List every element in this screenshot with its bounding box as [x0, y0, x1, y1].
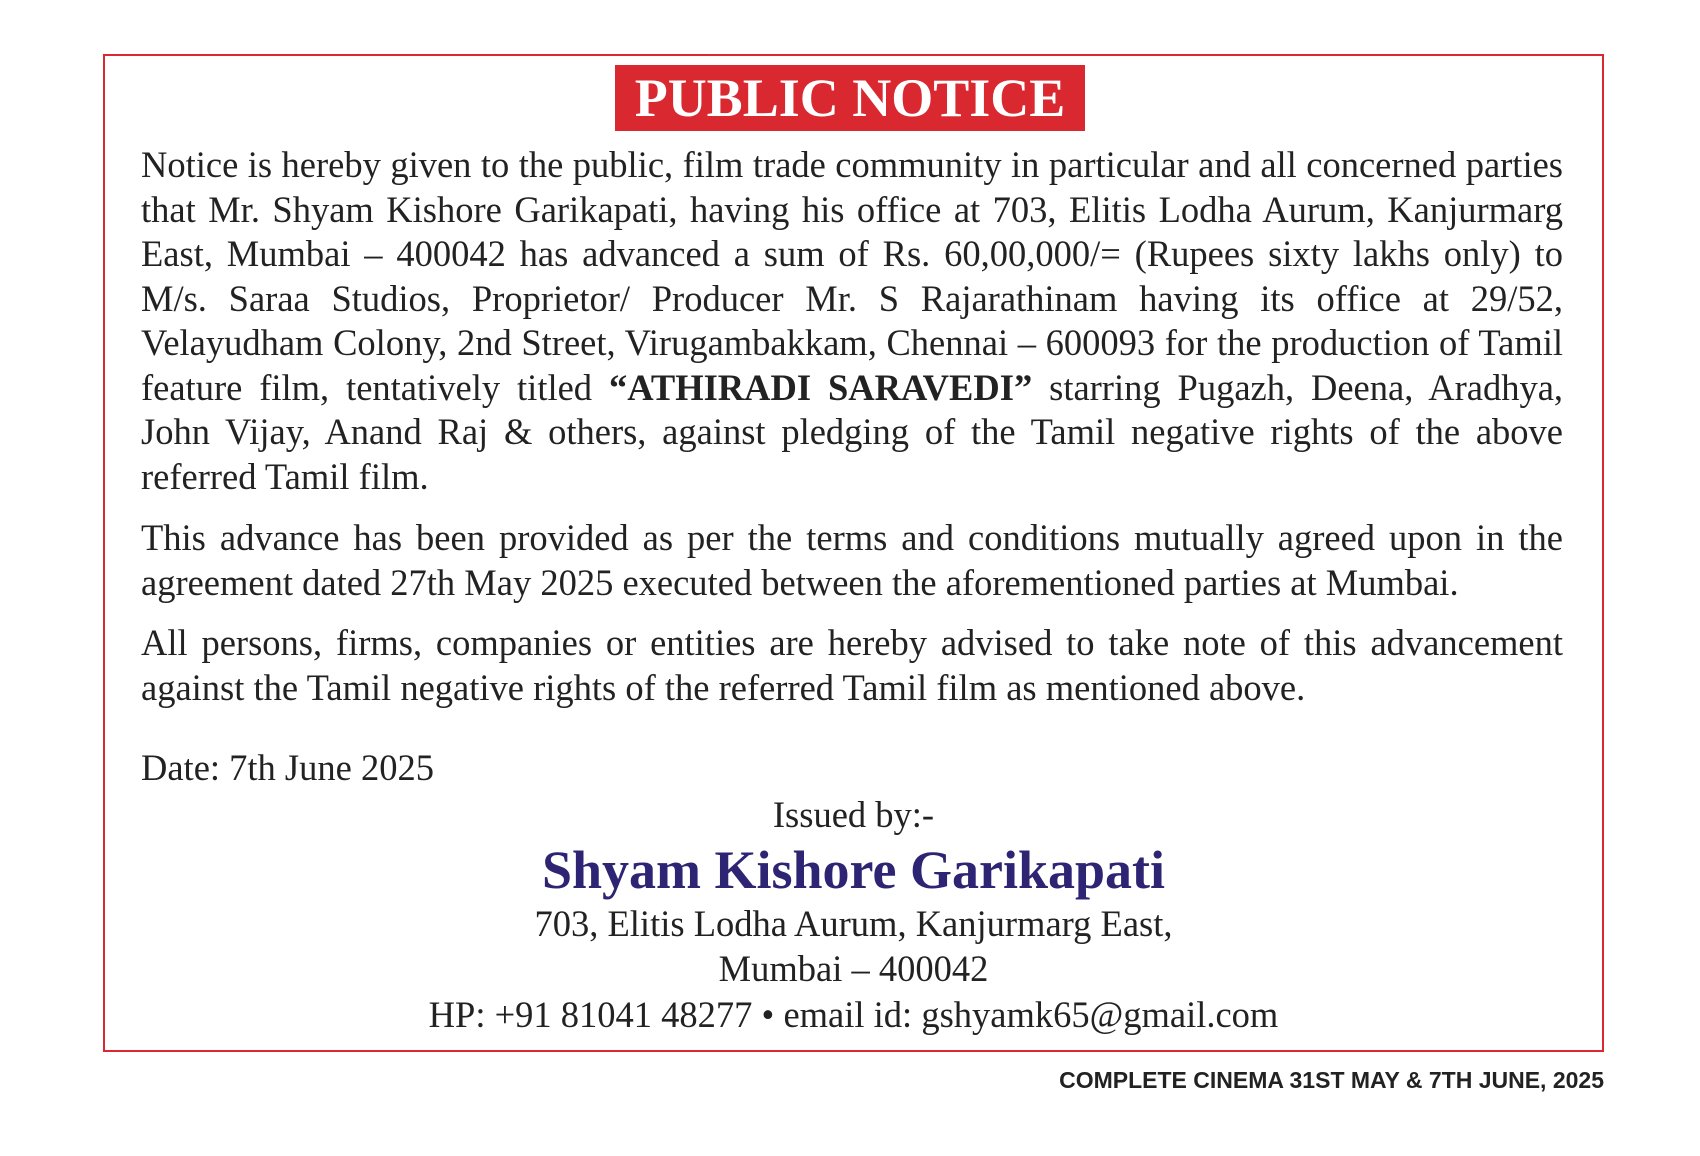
film-title: “ATHIRADI SARAVEDI”	[608, 366, 1033, 408]
issuer-contact: HP: +91 81041 48277 • email id: gshyamk65@gmail.com	[428, 994, 1279, 1035]
issuer-name: Shyam Kishore Garikapati	[541, 840, 1166, 900]
issuer-address-line-1: 703, Elitis Lodha Aurum, Kanjurmarg East,	[534, 903, 1173, 944]
paragraph-1-text-end: starring Pugazh, Deena, Aradhya, John Vijay, Anand Raj & others, against pledging of the Tamil negative rights of the above referred Tamil film.	[141, 366, 1564, 497]
notice-paragraph-3: All persons, firms, companies or entities are hereby advised to take note of this advancement against the Tamil negative rights of the referred Tamil film as mentioned above.	[141, 622, 1563, 708]
paragraph-1-text-start: Notice is hereby given to the public, film trade community in particular and all concerned parties that Mr. Shyam Kishore Garikapati, having his office at 703, Elitis Lodha Aurum, Kanjurmarg East, Mumbai – 400042 has advanced a sum of Rs. 60,00,000/= (Rupees sixty lakhs only) to M/s. Saraa Studios, Proprietor/ Producer Mr. S Rajarathinam having its office at 29/52, Velayudham Colony, 2nd Street, Virugambakkam, Chennai – 600093 for the production of Tamil feature film, tentatively titled	[141, 144, 1563, 408]
issued-by-label: Issued by:-	[772, 794, 935, 835]
issuer-address-line-2: Mumbai – 400042	[718, 948, 989, 989]
publication-footer: COMPLETE CINEMA 31ST MAY & 7TH JUNE, 2025	[1059, 1067, 1604, 1093]
notice-paragraph-1	[141, 143, 1563, 499]
notice-title: PUBLIC NOTICE	[615, 65, 1085, 131]
notice-date: Date: 7th June 2025	[141, 747, 434, 788]
notice-paragraph-2: This advance has been provided as per the terms and conditions mutually agreed upon in the agreement dated 27th May 2025 executed between the aforementioned parties at Mumbai.	[141, 517, 1563, 603]
